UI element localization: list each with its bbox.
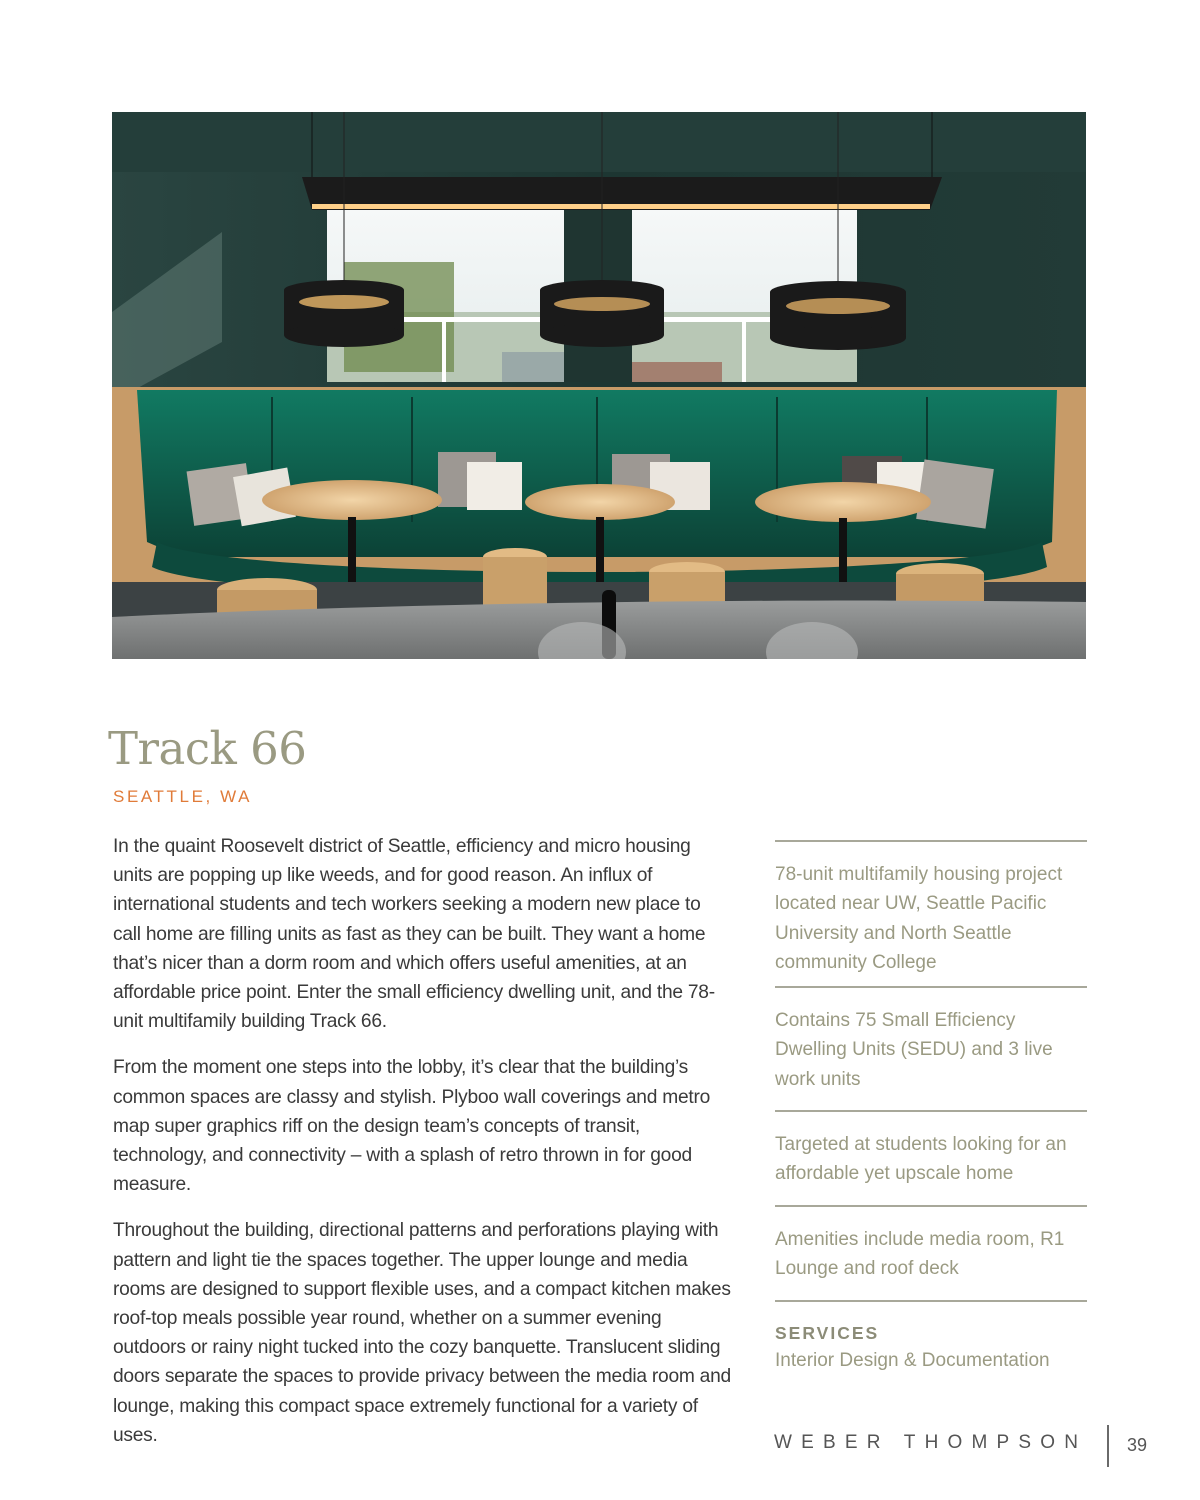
hero-photo: [112, 112, 1086, 659]
fact-item: Contains 75 Small Efficiency Dwelling Units (SEDU) and 3 live work units: [775, 986, 1087, 1110]
project-location: SEATTLE, WA: [113, 787, 253, 806]
project-title: Track 66: [108, 722, 307, 775]
services-heading: SERVICES: [775, 1323, 880, 1343]
footer-divider: [1107, 1425, 1109, 1467]
firm-name: WEBER THOMPSON: [774, 1432, 1088, 1453]
services-text: Interior Design & Documentation: [775, 1350, 1050, 1371]
fact-item: Amenities include media room, R1 Lounge and roof deck: [775, 1205, 1087, 1300]
fact-sidebar: [775, 840, 1087, 1376]
fact-item: Targeted at students looking for an affordable yet upscale home: [775, 1110, 1087, 1205]
page-number: 39: [1127, 1435, 1148, 1455]
article-body: [113, 832, 733, 1467]
body-paragraph: In the quaint Roosevelt district of Seattle, efficiency and micro housing units are popping up like weeds, and for good reason. An influx of international students and tech workers seeking a modern new place to call home are filling units as fast as they can be built. They want a home that’s nicer than a dorm room and which offers useful amenities, at an affordable price point. Enter the small efficiency dwelling unit, and the 78-unit multifamily building Track 66.: [113, 836, 715, 1033]
body-paragraph: From the moment one steps into the lobby, it’s clear that the building’s common spaces are classy and stylish. Plyboo wall coverings and metro map super graphics riff on the design team’s concepts of transit, technology, and connectivity – with a splash of retro thrown in for good measure.: [113, 1057, 711, 1196]
services-block: [775, 1300, 1087, 1376]
body-paragraph: Throughout the building, directional patterns and perforations playing with pattern and light tie the spaces together. The upper lounge and media rooms are designed to support flexible uses, and a compact kitchen makes roof-top meals possible year round, whether on a summer evening outdoors or rainy night tucked into the cozy banquette. Translucent sliding doors separate the spaces to provide privacy between the media room and lounge, making this compact space extremely functional for a variety of uses.: [113, 1220, 731, 1446]
fact-item: 78-unit multifamily housing project located near UW, Seattle Pacific University and North Seattle community College: [775, 840, 1087, 986]
